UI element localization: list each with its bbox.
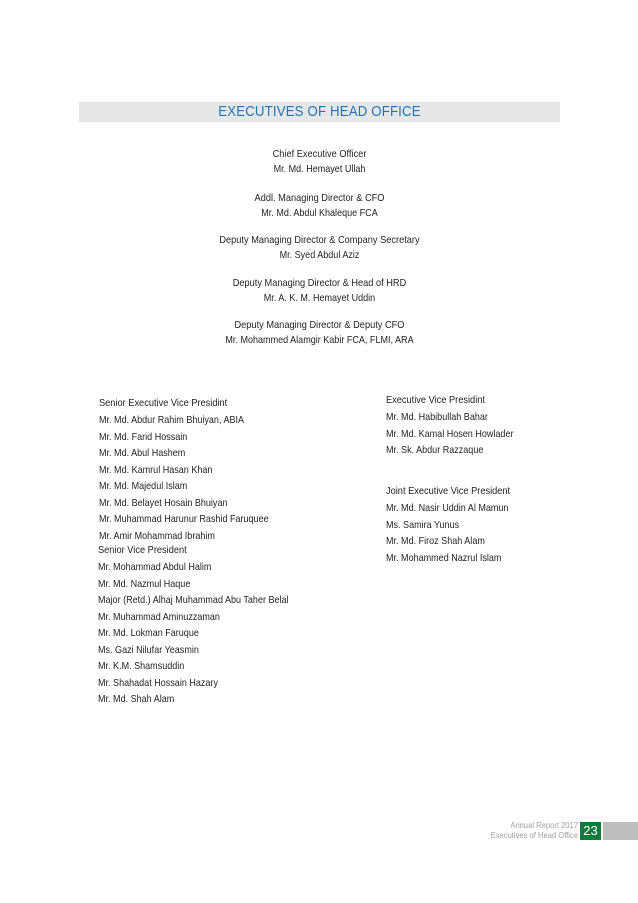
svp-list bbox=[98, 542, 320, 708]
executive-name: Mr. Md. Hemayet Ullah bbox=[273, 163, 366, 175]
footer-decorative-strip bbox=[603, 822, 638, 840]
executive-role: Deputy Managing Director & Head of HRD bbox=[232, 277, 407, 289]
executive-name: Mr. Md. Abdul Khaleque FCA bbox=[261, 207, 378, 219]
executive-role: Deputy Managing Director & Company Secretary bbox=[219, 234, 420, 246]
top-executive-ceo bbox=[79, 147, 560, 177]
list-item: Mr. Mohammad Abdul Halim bbox=[98, 561, 212, 573]
list-item: Ms. Samira Yunus bbox=[386, 518, 460, 531]
list-item: Mr. Md. Lokman Faruque bbox=[98, 627, 199, 639]
page-number: 23 bbox=[580, 822, 601, 840]
footer-report-title: Annual Report 2017 bbox=[510, 821, 578, 830]
list-item: Mr. Md. Abul Hashem bbox=[99, 447, 186, 459]
list-item: Mr. Md. Majedul Islam bbox=[99, 480, 188, 492]
list-item: Mr. Md. Nasir Uddin Al Mamun bbox=[386, 502, 509, 514]
list-item: Mr. Mohammed Nazrul Islam bbox=[386, 551, 502, 564]
top-executive-dmd-hrd bbox=[79, 276, 560, 306]
list-item: Mr. Md. Kamal Hosen Howlader bbox=[386, 427, 514, 440]
list-heading: Executive Vice Presidint bbox=[386, 394, 485, 406]
list-heading: Joint Executive Vice President bbox=[386, 485, 511, 497]
executive-name: Mr. Syed Abdul Aziz bbox=[279, 249, 360, 261]
list-item: Mr. Md. Firoz Shah Alam bbox=[386, 535, 485, 547]
list-item: Major (Retd.) Alhaj Muhammad Abu Taher Belal bbox=[98, 594, 289, 606]
jevp-list bbox=[386, 483, 528, 566]
list-item: Mr. Md. Belayet Hosain Bhuiyan bbox=[99, 496, 228, 509]
executive-name: Mr. Mohammed Alamgir Kabir FCA, FLMI, ARA bbox=[225, 334, 414, 346]
executive-role: Deputy Managing Director & Deputy CFO bbox=[234, 319, 405, 331]
page-title: EXECUTIVES OF HEAD OFFICE bbox=[218, 103, 421, 120]
list-item: Mr. K.M. Shamsuddin bbox=[98, 660, 185, 672]
list-item: Mr. Md. Habibullah Bahar bbox=[386, 411, 488, 423]
list-item: Mr. Amir Mohammad Ibrahim bbox=[99, 529, 215, 542]
list-item: Mr. Md. Nazmul Haque bbox=[98, 577, 191, 590]
list-item: Mr. Shahadat Hossain Hazary bbox=[98, 676, 218, 689]
top-executive-dmd-cs bbox=[79, 233, 560, 263]
list-heading: Senior Vice President bbox=[98, 544, 187, 556]
list-item: Mr. Sk. Abdur Razzaque bbox=[386, 444, 484, 456]
list-item: Mr. Md. Farid Hossain bbox=[99, 430, 188, 443]
section-title-bar bbox=[79, 102, 560, 122]
list-item: Mr. Md. Abdur Rahim Bhuiyan, ABIA bbox=[99, 414, 245, 426]
evp-list bbox=[386, 392, 534, 459]
executive-name: Mr. A. K. M. Hemayet Uddin bbox=[263, 292, 376, 304]
list-item: Mr. Md. Kamrul Hasan Khan bbox=[99, 463, 213, 476]
executive-role: Chief Executive Officer bbox=[272, 148, 367, 160]
list-heading: Senior Executive Vice Presidint bbox=[99, 397, 228, 409]
list-item: Ms. Gazi Nilufar Yeasmin bbox=[98, 643, 199, 656]
executive-role: Addl. Managing Director & CFO bbox=[254, 192, 385, 204]
top-executive-dmd-cfo bbox=[79, 318, 560, 348]
list-item: Mr. Muhammad Aminuzzaman bbox=[98, 610, 220, 623]
list-item: Mr. Md. Shah Alam bbox=[98, 693, 175, 705]
list-item: Mr. Muhammad Harunur Rashid Faruquee bbox=[99, 513, 269, 525]
sevp-list bbox=[99, 395, 296, 544]
top-executive-amd bbox=[79, 191, 560, 221]
footer-section-title: Executives of Head Office bbox=[490, 831, 578, 840]
